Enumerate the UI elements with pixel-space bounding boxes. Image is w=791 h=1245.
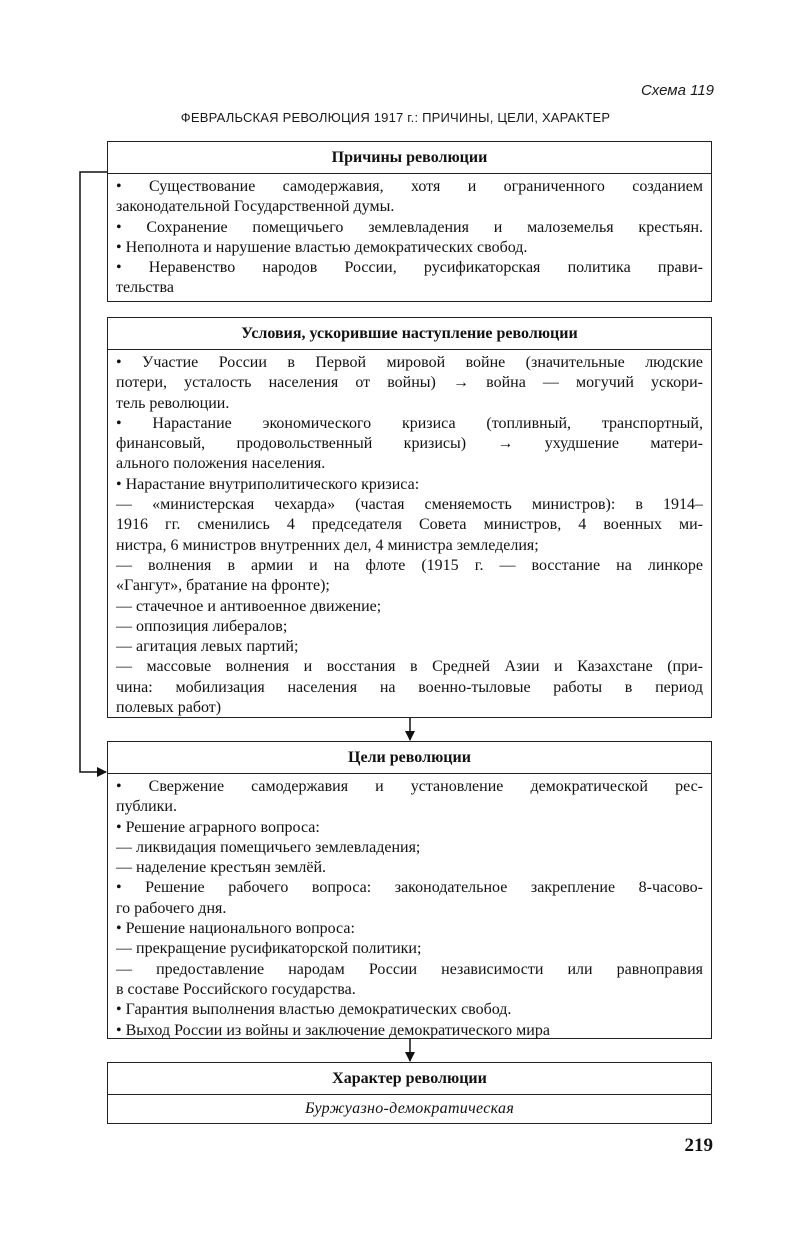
- causes-line: • Существование самодержавия, хотя и ограниченного созданием: [116, 178, 703, 195]
- conditions-box: [107, 317, 712, 718]
- page-number: 219: [684, 1135, 713, 1156]
- conditions-line: ального положения населения.: [116, 455, 326, 473]
- goals-line: — предоставление народам России независимости или равноправия: [116, 960, 703, 978]
- conditions-line: чина: мобилизация населения на военно-тыловые работы в период: [116, 678, 703, 696]
- conditions-line: — массовые волнения и восстания в Средней Азии и Казахстане (при-: [116, 658, 703, 676]
- conditions-line: тель революции.: [116, 394, 230, 412]
- goals-heading: Цели революции: [108, 742, 711, 774]
- goals-box: [107, 741, 712, 1039]
- conditions-line: полевых работ): [116, 699, 222, 717]
- causes-line: законодательной Государственной думы.: [116, 198, 395, 216]
- causes-body: [108, 174, 711, 303]
- conditions-line: — «министерская чехарда» (частая сменяемость министров): в 1914–: [116, 496, 703, 514]
- causes-line: тельства: [116, 279, 174, 297]
- goals-line: публики.: [116, 798, 177, 816]
- goals-line: • Решение национального вопроса:: [116, 920, 355, 938]
- conditions-line: — волнения в армии и на флоте (1915 г. — восстание на линкоре: [116, 556, 703, 574]
- character-box: [107, 1062, 712, 1124]
- causes-line: • Неполнота и нарушение властью демократических свобод.: [116, 238, 528, 256]
- causes-heading: Причины революции: [108, 142, 711, 174]
- conditions-line: финансовый, продовольственный кризисы) → ухудшение матери-: [116, 435, 703, 453]
- conditions-line: нистра, 6 министров внутренних дел, 4 министра земледелия;: [116, 536, 539, 554]
- causes-line: • Неравенство народов России, русификаторская политика прави-: [116, 259, 703, 277]
- scheme-title: ФЕВРАЛЬСКАЯ РЕВОЛЮЦИЯ 1917 г.: ПРИЧИНЫ, ЦЕЛИ, ХАРАКТЕР: [180, 110, 611, 125]
- conditions-line: 1916 гг. сменились 4 председателя Совета министров, 4 военных ми-: [116, 516, 703, 534]
- goals-line: • Свержение самодержавия и установление демократической рес-: [116, 778, 703, 795]
- goals-line: — ликвидация помещичьего землевладения;: [116, 838, 421, 856]
- conditions-line: потери, усталость населения от войны) → война — могучий ускори-: [116, 374, 703, 392]
- goals-line: • Выход России из войны и заключение демократического мира: [116, 1021, 550, 1039]
- conditions-line: — агитация левых партий;: [116, 638, 299, 656]
- goals-line: • Решение аграрного вопроса:: [116, 818, 320, 836]
- character-heading: Характер революции: [108, 1063, 711, 1095]
- causes-box: [107, 141, 712, 302]
- goals-line: • Гарантия выполнения властью демократических свобод.: [116, 1001, 512, 1019]
- goals-line: • Решение рабочего вопроса: законодательное закрепление 8-часово-: [116, 879, 703, 897]
- goals-line: — наделение крестьян землёй.: [116, 859, 326, 877]
- goals-line: — прекращение русификаторской политики;: [116, 940, 422, 958]
- conditions-body: [108, 350, 711, 722]
- causes-line: • Сохранение помещичьего землевладения и малоземелья крестьян.: [116, 218, 703, 236]
- conditions-line: «Гангут», братание на фронте);: [116, 577, 330, 595]
- conditions-heading: Условия, ускорившие наступление революции: [108, 318, 711, 350]
- character-value: Буржуазно-демократическая: [304, 1100, 515, 1117]
- scheme-label: Схема 119: [640, 82, 714, 99]
- conditions-line: — стачечное и антивоенное движение;: [116, 597, 382, 615]
- conditions-line: — оппозиция либералов;: [116, 617, 288, 635]
- goals-line: го рабочего дня.: [116, 899, 227, 917]
- conditions-line: • Участие России в Первой мировой войне (значительные людские: [116, 354, 703, 371]
- goals-line: в составе Российского государства.: [116, 980, 356, 998]
- conditions-line: • Нарастание внутриполитического кризиса:: [116, 475, 420, 493]
- causes-to-goals-arrow: [80, 172, 107, 772]
- conditions-line: • Нарастание экономического кризиса (топливный, транспортный,: [116, 414, 703, 432]
- goals-body: [108, 774, 711, 1045]
